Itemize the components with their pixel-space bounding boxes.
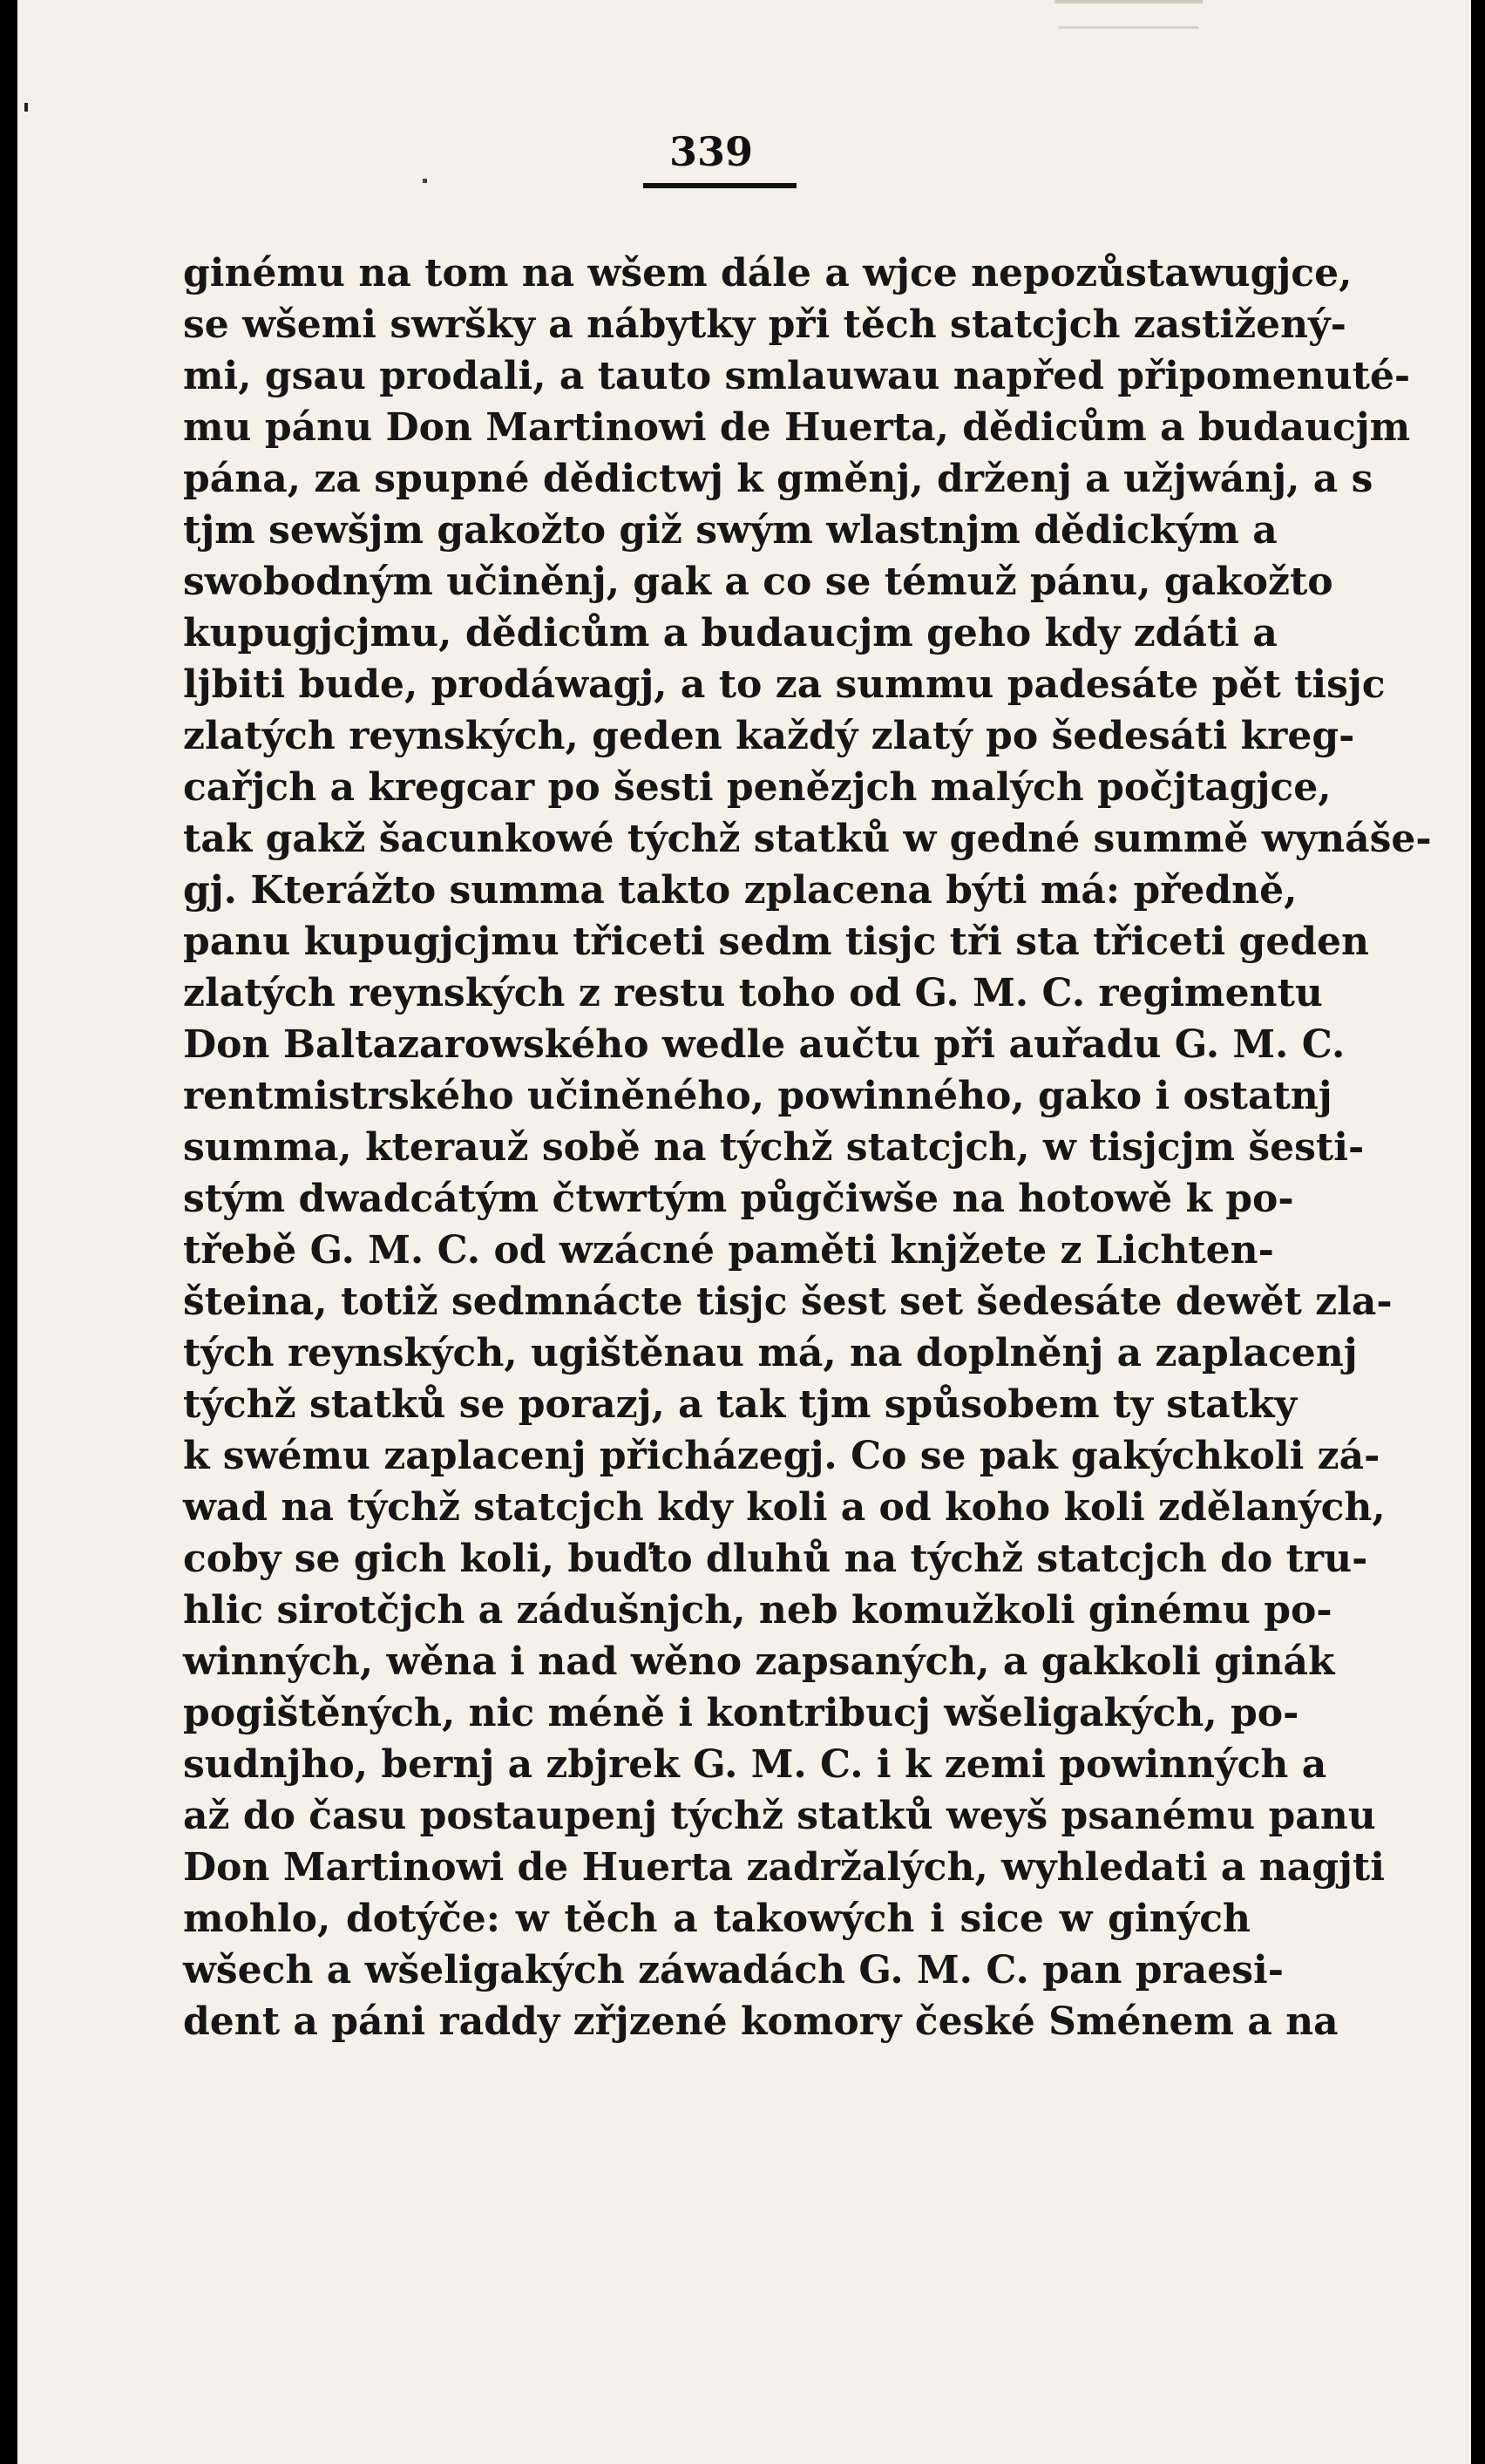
text-line: kupugjcjmu, dědicům a budaucjm geho kdy zdáti a <box>183 611 1278 655</box>
text-line: cařjch a kregcar po šesti penězjch malých počjtagjce, <box>183 765 1332 810</box>
text-line: tak gakž šacunkowé týchž statků w gedné summě wynáše- <box>183 817 1432 861</box>
text-line: k swému zaplacenj přicházegj. Co se pak gakýchkoli zá- <box>183 1434 1380 1478</box>
text-line: wad na týchž statcjch kdy koli a od koho koli zdělaných, <box>183 1485 1386 1530</box>
text-line: mi, gsau prodali, a tauto smlauwau napřed připomenuté- <box>183 354 1411 398</box>
text-line: hlic sirotčjch a zádušnjch, neb komužkoli ginému po- <box>183 1588 1332 1632</box>
page-number: 339 <box>669 128 754 175</box>
text-line: winných, wěna i nad wěno zapsaných, a gakkoli ginák <box>183 1639 1335 1684</box>
text-line: týchž statků se porazj, a tak tjm spůsobem ty statky <box>183 1382 1298 1427</box>
text-line: zlatých reynských, geden každý zlatý po šedesáti kreg- <box>183 714 1355 758</box>
text-line: se wšemi swršky a nábytky při těch statcjch zastižený- <box>183 302 1346 347</box>
body-text <box>183 248 1432 2047</box>
text-line: stým dwadcátým čtwrtým půgčiwše na hotowě k po- <box>183 1177 1294 1221</box>
text-line: gj. Kterážto summa takto zplacena býti má: předně, <box>183 868 1298 913</box>
text-line: wšech a wšeligakých záwadách G. M. C. pan praesi- <box>183 1948 1284 1992</box>
text-line: panu kupugjcjmu třiceti sedm tisjc tři sta třiceti geden <box>183 920 1370 964</box>
text-line: tých reynských, ugištěnau má, na doplněnj a zaplacenj <box>183 1331 1358 1375</box>
text-line: ljbiti bude, prodáwagj, a to za summu padesáte pět tisjc <box>183 662 1386 707</box>
text-line: pogištěných, nic méně i kontribucj wšeligakých, po- <box>183 1691 1299 1735</box>
text-line: summa, kterauž sobě na týchž statcjch, w tisjcjm šesti- <box>183 1125 1365 1170</box>
text-line: mohlo, dotýče: w těch a takowých i sice w giných <box>183 1897 1251 1941</box>
book-page <box>17 0 1471 2464</box>
text-line: pána, za spupné dědictwj k gměnj, drženj a užjwánj, a s <box>183 457 1373 501</box>
scan-artifact-top <box>1054 0 1203 3</box>
scan-artifact-top-2 <box>1059 26 1198 29</box>
ink-speck <box>423 179 427 183</box>
text-line: sudnjho, bernj a zbjrek G. M. C. i k zemi powinných a <box>183 1742 1327 1787</box>
text-line: zlatých reynských z restu toho od G. M. C. regimentu <box>183 971 1323 1015</box>
text-line: třebě G. M. C. od wzácné paměti knjžete z Lichten- <box>183 1228 1274 1273</box>
scan-border-right <box>1473 0 1485 2464</box>
text-line: až do času postaupenj týchž statků weyš psanému panu <box>183 1794 1376 1838</box>
text-line: rentmistrského učiněného, powinného, gako i ostatnj <box>183 1074 1332 1118</box>
scan-artifact-left <box>24 103 28 112</box>
text-line: mu pánu Don Martinowi de Huerta, dědicům a budaucjm <box>183 405 1411 450</box>
text-line: coby se gich koli, buďto dluhů na týchž statcjch do tru- <box>183 1537 1368 1581</box>
text-line: dent a páni raddy zřjzené komory české Sménem a na <box>183 1999 1339 2044</box>
text-line: tjm sewšjm gakožto giž swým wlastnjm dědickým a <box>183 508 1278 553</box>
text-line: šteina, totiž sedmnácte tisjc šest set šedesáte dewět zla- <box>183 1280 1393 1324</box>
text-line: ginému na tom na wšem dále a wjce nepozůstawugjce, <box>183 251 1353 295</box>
text-line: Don Martinowi de Huerta zadržalých, wyhledati a nagjti <box>183 1845 1385 1890</box>
text-line: swobodným učiněnj, gak a co se témuž pánu, gakožto <box>183 560 1333 604</box>
page-number-rule <box>643 183 797 188</box>
text-line: Don Baltazarowského wedle aučtu při auřadu G. M. C. <box>183 1022 1346 1067</box>
